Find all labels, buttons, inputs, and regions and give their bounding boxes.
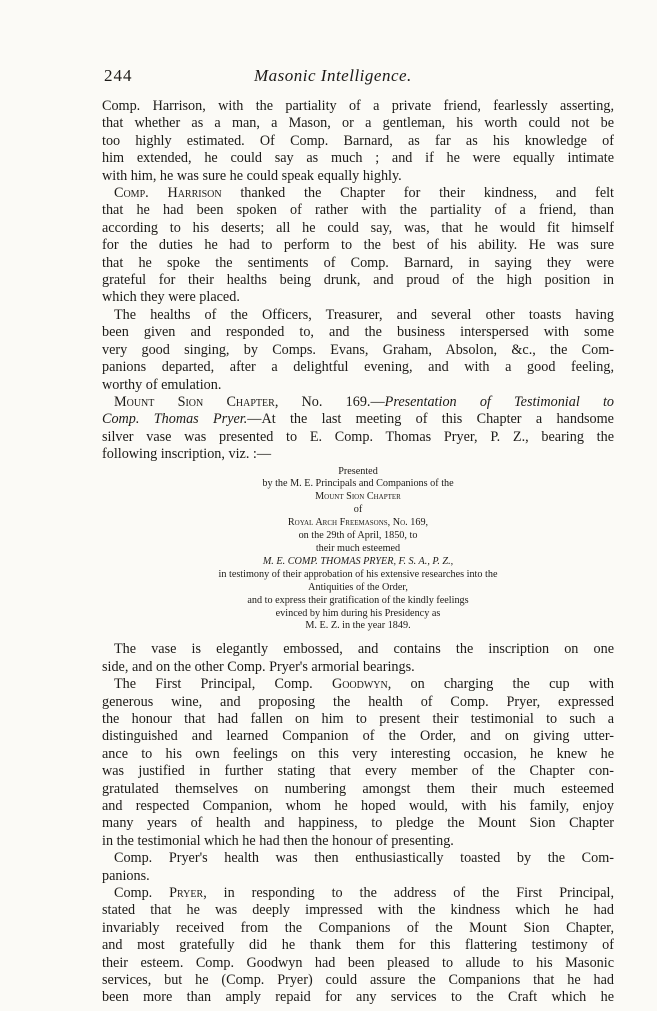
text-line: side, and on the other Comp. Pryer's armorial bearings. bbox=[102, 658, 415, 675]
text-fragment: The First Principal, Comp. bbox=[114, 676, 332, 693]
paragraph-5 bbox=[102, 641, 614, 676]
text-line: worthy of emulation. bbox=[102, 376, 222, 393]
running-head: Masonic Intelligence. bbox=[254, 66, 412, 85]
inscription-line: Presented bbox=[338, 465, 378, 477]
text-line: and respected Companion, whom he hoped would, with his family, enjoy bbox=[102, 797, 614, 814]
inscription-line: M. E. COMP. THOMAS PRYER, F. S. A., P. Z., bbox=[262, 555, 454, 567]
text-line: Comp. Harrison, with the partiality of a private friend, fearlessly asserting, bbox=[102, 98, 614, 114]
text-line bbox=[102, 185, 614, 202]
text-fragment: thanked the Chapter for their kindness, and felt bbox=[221, 185, 614, 202]
text-line: was justified in further stating that every member of the Chapter con- bbox=[102, 763, 614, 780]
text-line: the honour that had fallen on him to present their testimonial to such a bbox=[102, 710, 614, 727]
inscription-line: Royal Arch Freemasons, No. 169, bbox=[287, 517, 429, 529]
text-line: their esteem. Comp. Goodwyn had been pleased to allude to his Masonic bbox=[102, 954, 614, 971]
inscription-line: Mount Sion Chapter bbox=[315, 491, 401, 503]
paragraph-6 bbox=[102, 676, 614, 850]
inscription-line: of bbox=[353, 504, 363, 516]
text-line bbox=[102, 411, 614, 428]
inscription-line: by the M. E. Principals and Companions of the bbox=[262, 478, 454, 490]
inscription-line: Antiquities of the Order, bbox=[308, 581, 408, 593]
text-line: that whether as a man, a Mason, or a gentleman, his worth could not be bbox=[102, 115, 614, 132]
text-line: The vase is elegantly embossed, and contains the inscription on one bbox=[114, 641, 614, 658]
paragraph-3 bbox=[102, 307, 614, 394]
text-line: silver vase was presented to E. Comp. Thomas Pryer, P. Z., bearing the bbox=[102, 428, 614, 445]
text-line: and most gratefully did he thank them for this flattering testimony of bbox=[102, 937, 614, 954]
italic-title: Presentation of Testimonial to bbox=[384, 393, 614, 410]
inscription-block bbox=[102, 466, 614, 634]
text-line: grateful for their healths being drunk, and proud of the high position in bbox=[102, 272, 614, 289]
inscription-line: on the 29th of April, 1850, to bbox=[298, 530, 418, 542]
paragraph-2 bbox=[102, 185, 614, 307]
text-line: for the duties he had to perform to the best of his ability. He was sure bbox=[102, 237, 614, 254]
text-line: been more than amply repaid for any services to the Craft which he bbox=[102, 989, 614, 1006]
paragraph-1 bbox=[102, 98, 614, 185]
text-line: distinguished and learned Companion of the Order, and on giving utter- bbox=[102, 728, 614, 745]
inscription-line: evinced by him during his Presidency as bbox=[275, 607, 441, 619]
text-line: that he spoke the sentiments of Comp. Barnard, in saying they were bbox=[102, 254, 614, 271]
text-line: with him, he was sure he could speak equally highly. bbox=[102, 167, 402, 184]
text-line: generous wine, and proposing the health of Comp. Pryer, expressed bbox=[102, 693, 614, 710]
text-fragment: —At the last meeting of this Chapter a handsome bbox=[247, 411, 614, 428]
inscription-line: their much esteemed bbox=[315, 542, 401, 554]
paragraph-8 bbox=[102, 885, 614, 1007]
text-line: gratulated themselves on numbering amongst them their much esteemed bbox=[102, 780, 614, 797]
text-line: very good singing, by Comps. Evans, Graham, Absolon, &c., the Com- bbox=[102, 341, 614, 358]
page-header bbox=[104, 66, 614, 88]
text-line: panions departed, after a delightful evening, and with a good feeling, bbox=[102, 359, 614, 376]
speaker-name: Comp. Harrison bbox=[114, 185, 222, 202]
text-line: which they were placed. bbox=[102, 289, 240, 306]
text-line: panions. bbox=[102, 867, 150, 884]
speaker-name: Pryer bbox=[169, 885, 204, 901]
chapter-name: Mount Sion Chapter bbox=[114, 393, 275, 410]
inscription-line: and to express their gratification of the kindly feelings bbox=[247, 594, 469, 606]
text-fragment: , on charging the cup with bbox=[387, 676, 614, 693]
paragraph-4 bbox=[102, 394, 614, 464]
speaker-name: Goodwyn bbox=[331, 676, 388, 693]
text-line: ance to his own feelings on this very interesting occasion, he knew he bbox=[102, 745, 614, 762]
text-line: in the testimonial which he had then the honour of presenting. bbox=[102, 832, 454, 849]
text-line: services, but he (Comp. Pryer) could assure the Companions that he had bbox=[102, 972, 614, 989]
text-line bbox=[102, 394, 614, 411]
text-line: according to his deserts; all he could say, was, that he would fit himself bbox=[102, 219, 614, 236]
page-number: 244 bbox=[104, 66, 133, 85]
text-line: Comp. Pryer's health was then enthusiastically toasted by the Com- bbox=[114, 850, 614, 867]
text-line: stated that he was deeply impressed with the kindness which he had bbox=[102, 902, 614, 919]
text-fragment: , in responding to the address of the First Principal, bbox=[203, 885, 614, 901]
text-line: following inscription, viz. :— bbox=[102, 446, 272, 463]
text-fragment: Comp. bbox=[114, 885, 170, 901]
text-line bbox=[102, 676, 614, 693]
body-text bbox=[102, 98, 614, 1007]
text-line: The healths of the Officers, Treasurer, and several other toasts having bbox=[114, 306, 614, 323]
text-line: too highly estimated. Of Comp. Barnard, as far as his knowledge of bbox=[102, 132, 614, 149]
paragraph-7 bbox=[102, 850, 614, 885]
text-line: him extended, he could say as much ; and if he were equally intimate bbox=[102, 150, 614, 167]
text-line bbox=[102, 885, 614, 902]
inscription-line: M. E. Z. in the year 1849. bbox=[305, 620, 411, 632]
text-fragment: , No. 169.— bbox=[274, 393, 385, 410]
text-line: that he had been spoken of rather with the partiality of a friend, than bbox=[102, 202, 614, 219]
text-line: invariably received from the Companions of the Mount Sion Chapter, bbox=[102, 919, 614, 936]
inscription-line: in testimony of their approbation of his extensive researches into the bbox=[218, 568, 498, 580]
italic-title: Comp. Thomas Pryer. bbox=[102, 411, 248, 428]
text-line: many years of health and happiness, to pledge the Mount Sion Chapter bbox=[102, 815, 614, 832]
text-line: been given and responded to, and the business interspersed with some bbox=[102, 324, 614, 341]
